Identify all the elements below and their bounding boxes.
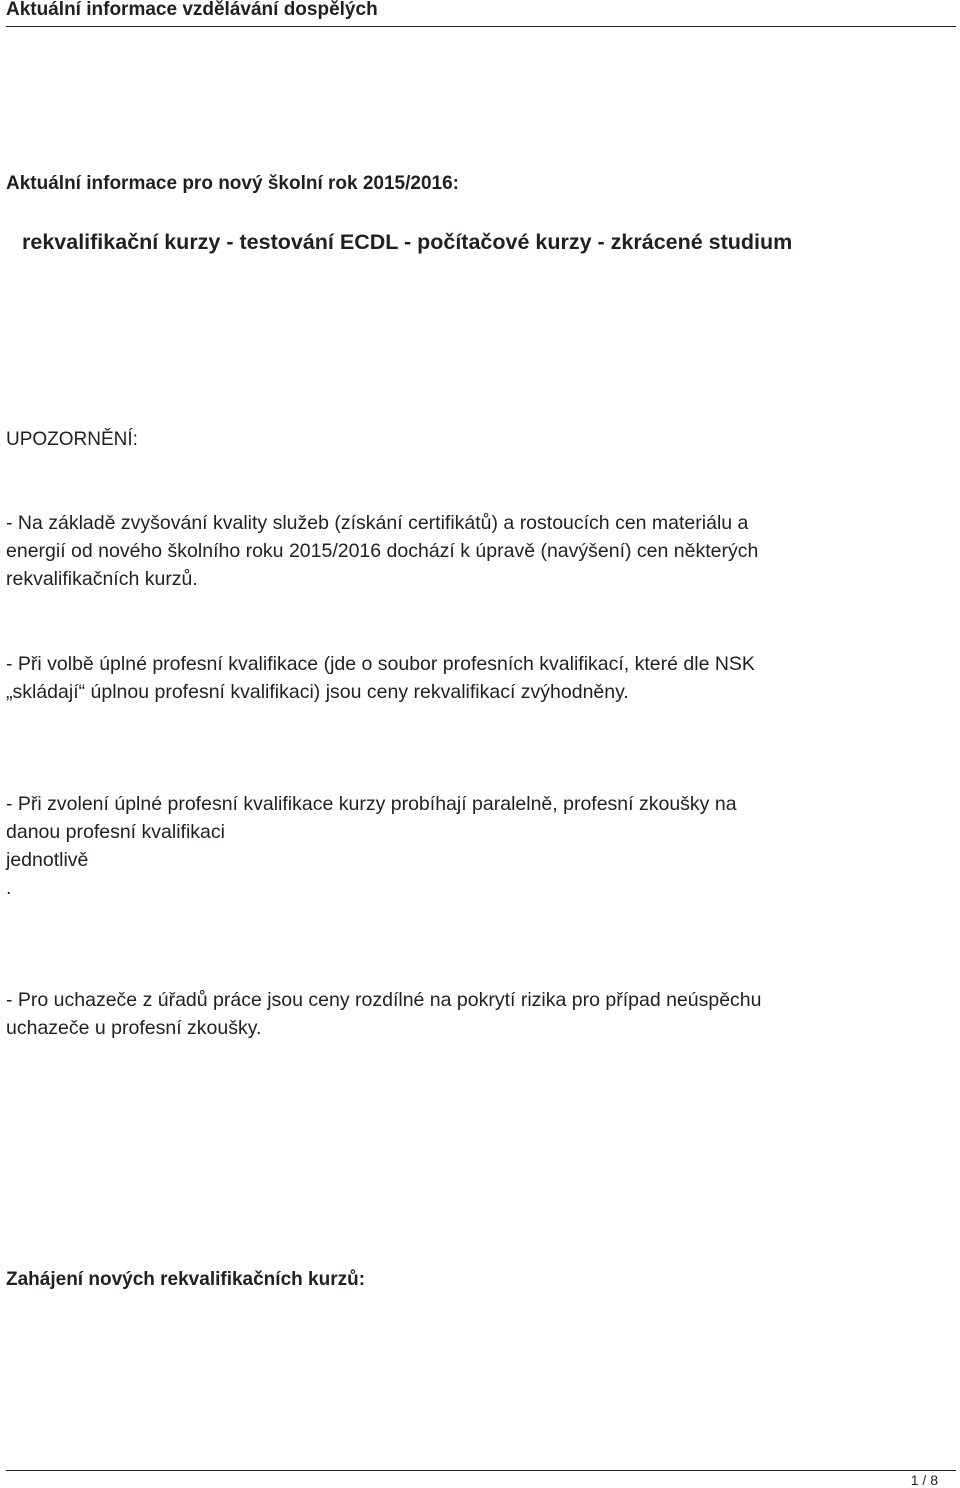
section-heading-new-courses: Zahájení nových rekvalifikačních kurzů: [6, 1269, 366, 1290]
header-divider [6, 26, 956, 27]
notice-paragraph-full-qualification [6, 650, 755, 706]
notice-paragraph-price-increase [6, 509, 758, 593]
paragraph-line: - Na základě zvyšování kvality služeb (získání certifikátů) a rostoucích cen materiálu a [6, 512, 749, 534]
page-subheading: rekvalifikační kurzy - testování ECDL - počítačové kurzy - zkrácené studium [22, 230, 793, 254]
notice-label: UPOZORNĚNÍ: [6, 429, 138, 450]
paragraph-line: - Při zvolení úplné profesní kvalifikace kurzy probíhají paralelně, profesní zkoušky na [6, 793, 737, 815]
notice-paragraph-parallel-courses [6, 790, 737, 902]
paragraph-line: „skládají“ úplnou profesní kvalifikaci) jsou ceny rekvalifikací zvýhodněny. [6, 681, 629, 703]
page-number: 1 / 8 [910, 1472, 938, 1488]
paragraph-line: - Pro uchazeče z úřadů práce jsou ceny rozdílné na pokrytí rizika pro případ neúspěchu [6, 989, 762, 1011]
paragraph-line: - Při volbě úplné profesní kvalifikace (jde o soubor profesních kvalifikací, které dle NSK [6, 653, 755, 675]
paragraph-line: . [6, 877, 12, 899]
notice-paragraph-labour-office [6, 986, 762, 1042]
footer-divider [6, 1470, 956, 1471]
page-heading: Aktuální informace pro nový školní rok 2015/2016: [6, 173, 459, 194]
paragraph-line: jednotlivě [6, 849, 89, 871]
paragraph-line: uchazeče u profesní zkoušky. [6, 1017, 262, 1039]
paragraph-line: rekvalifikačních kurzů. [6, 568, 198, 590]
paragraph-line: energií od nového školního roku 2015/2016 dochází k úpravě (navýšení) cen některých [6, 540, 759, 562]
paragraph-line: danou profesní kvalifikaci [6, 821, 225, 843]
document-header-title: Aktuální informace vzdělávání dospělých [6, 0, 378, 20]
